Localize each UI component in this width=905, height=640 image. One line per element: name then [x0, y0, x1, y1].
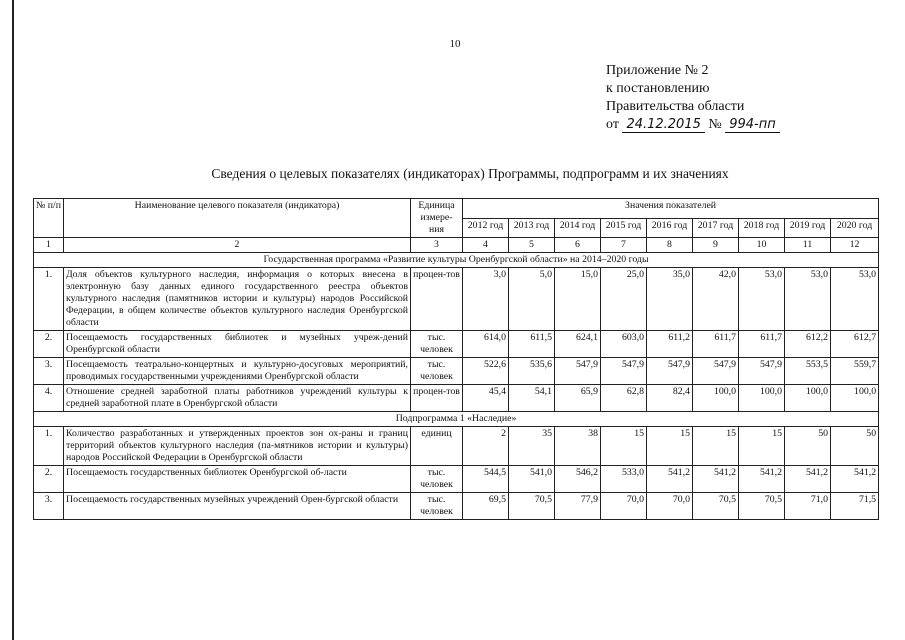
value-cell: 611,2	[647, 331, 693, 358]
indicator-name: Посещаемость государственных музейных учреждений Орен-бургской области	[64, 493, 411, 520]
value-cell: 547,9	[739, 358, 785, 385]
value-cell: 612,7	[831, 331, 879, 358]
value-cell: 553,5	[785, 358, 831, 385]
value-cell: 541,2	[739, 466, 785, 493]
date-prefix: от	[606, 117, 619, 132]
header-year: 2012 год	[463, 218, 509, 238]
row-number: 1.	[34, 427, 64, 466]
column-number: 6	[555, 238, 601, 253]
value-cell: 15	[739, 427, 785, 466]
column-number: 11	[785, 238, 831, 253]
value-cell: 82,4	[647, 385, 693, 412]
column-number: 7	[601, 238, 647, 253]
value-cell: 25,0	[601, 268, 647, 331]
row-number: 3.	[34, 493, 64, 520]
value-cell: 611,7	[693, 331, 739, 358]
value-cell: 544,5	[463, 466, 509, 493]
value-cell: 611,5	[509, 331, 555, 358]
value-cell: 69,5	[463, 493, 509, 520]
value-cell: 541,2	[647, 466, 693, 493]
value-cell: 70,5	[693, 493, 739, 520]
appendix-line-1: Приложение № 2	[606, 63, 709, 78]
value-cell: 15,0	[555, 268, 601, 331]
value-cell: 522,6	[463, 358, 509, 385]
header-year: 2014 год	[555, 218, 601, 238]
number-prefix: №	[708, 117, 722, 132]
value-cell: 38	[555, 427, 601, 466]
indicator-name: Отношение средней заработной платы работников учреждений культуры к средней заработной плате в Оренбургской области	[64, 385, 411, 412]
value-cell: 15	[647, 427, 693, 466]
value-cell: 65,9	[555, 385, 601, 412]
value-cell: 77,9	[555, 493, 601, 520]
appendix-date-line	[606, 116, 866, 134]
value-cell: 603,0	[601, 331, 647, 358]
section-title: Подпрограмма 1 «Наследие»	[34, 412, 879, 427]
indicators-table	[33, 198, 879, 520]
value-cell: 547,9	[601, 358, 647, 385]
table-body	[34, 253, 879, 520]
value-cell: 547,9	[647, 358, 693, 385]
row-number: 3.	[34, 358, 64, 385]
value-cell: 100,0	[831, 385, 879, 412]
value-cell: 611,7	[739, 331, 785, 358]
value-cell: 614,0	[463, 331, 509, 358]
value-cell: 35	[509, 427, 555, 466]
value-cell: 53,0	[785, 268, 831, 331]
value-cell: 547,9	[693, 358, 739, 385]
header-year: 2013 год	[509, 218, 555, 238]
value-cell: 541,2	[785, 466, 831, 493]
section-row	[34, 412, 879, 427]
handwritten-date: 24.12.2015	[622, 117, 704, 133]
value-cell: 50	[831, 427, 879, 466]
unit-cell: тыс. человек	[411, 358, 463, 385]
column-number: 5	[509, 238, 555, 253]
table-row	[34, 427, 879, 466]
table-row	[34, 358, 879, 385]
indicator-name: Посещаемость государственных библиотек и музейных учреж-дений Оренбургской области	[64, 331, 411, 358]
value-cell: 70,5	[509, 493, 555, 520]
value-cell: 70,0	[601, 493, 647, 520]
binding-edge-line	[12, 0, 14, 640]
value-cell: 71,0	[785, 493, 831, 520]
value-cell: 547,9	[555, 358, 601, 385]
value-cell: 70,5	[739, 493, 785, 520]
value-cell: 535,6	[509, 358, 555, 385]
value-cell: 42,0	[693, 268, 739, 331]
unit-cell: единиц	[411, 427, 463, 466]
value-cell: 559,7	[831, 358, 879, 385]
column-number: 3	[411, 238, 463, 253]
handwritten-number: 994-пп	[725, 117, 780, 133]
value-cell: 3,0	[463, 268, 509, 331]
value-cell: 624,1	[555, 331, 601, 358]
indicator-name: Посещаемость государственных библиотек Оренбургской об-ласти	[64, 466, 411, 493]
row-number: 1.	[34, 268, 64, 331]
section-title: Государственная программа «Развитие культуры Оренбургской области» на 2014–2020 годы	[34, 253, 879, 268]
header-name: Наименование целевого показателя (индикатора)	[64, 199, 411, 238]
header-year: 2019 год	[785, 218, 831, 238]
column-number: 1	[34, 238, 64, 253]
column-number: 12	[831, 238, 879, 253]
unit-cell: процен-тов	[411, 385, 463, 412]
value-cell: 612,2	[785, 331, 831, 358]
appendix-line-3: Правительства области	[606, 99, 745, 114]
header-year: 2015 год	[601, 218, 647, 238]
row-number: 2.	[34, 331, 64, 358]
unit-cell: тыс. человек	[411, 331, 463, 358]
value-cell: 541,2	[693, 466, 739, 493]
indicator-name: Посещаемость театрально-концертных и культурно-досуговых мероприятий, проводимых государственными учреждениями Оренбургской области	[64, 358, 411, 385]
value-cell: 54,1	[509, 385, 555, 412]
header-year: 2016 год	[647, 218, 693, 238]
appendix-block	[606, 62, 866, 134]
value-cell: 45,4	[463, 385, 509, 412]
row-number: 2.	[34, 466, 64, 493]
header-num: № п/п	[34, 199, 64, 238]
document-title: Сведения о целевых показателях (индикаторах) Программы, подпрограмм и их значениях	[211, 166, 729, 181]
value-cell: 35,0	[647, 268, 693, 331]
value-cell: 541,2	[831, 466, 879, 493]
value-cell: 50	[785, 427, 831, 466]
unit-cell: процен-тов	[411, 268, 463, 331]
value-cell: 53,0	[831, 268, 879, 331]
value-cell: 546,2	[555, 466, 601, 493]
column-number: 2	[64, 238, 411, 253]
table-row	[34, 493, 879, 520]
table-row	[34, 331, 879, 358]
value-cell: 62,8	[601, 385, 647, 412]
table-row	[34, 268, 879, 331]
value-cell: 15	[601, 427, 647, 466]
value-cell: 100,0	[785, 385, 831, 412]
indicator-name: Доля объектов культурного наследия, информация о которых внесена в электронную базу данных единого государственного реестра объектов культурного наследия (памятников истории и культуры) народов Российской Федерации, в общем количестве объектов культурного наследия Оренбургской области	[64, 268, 411, 331]
page-number: 10	[449, 38, 461, 50]
column-number: 8	[647, 238, 693, 253]
column-number: 4	[463, 238, 509, 253]
column-number: 9	[693, 238, 739, 253]
value-cell: 71,5	[831, 493, 879, 520]
header-year: 2017 год	[693, 218, 739, 238]
header-unit: Единица измере-ния	[411, 199, 463, 238]
column-number-row	[34, 238, 879, 253]
section-row	[34, 253, 879, 268]
value-cell: 53,0	[739, 268, 785, 331]
header-row-1	[34, 199, 879, 219]
value-cell: 541,0	[509, 466, 555, 493]
header-values: Значения показателей	[463, 199, 879, 219]
value-cell: 100,0	[693, 385, 739, 412]
header-year: 2020 год	[831, 218, 879, 238]
unit-cell: тыс. человек	[411, 466, 463, 493]
unit-cell: тыс. человек	[411, 493, 463, 520]
row-number: 4.	[34, 385, 64, 412]
header-year: 2018 год	[739, 218, 785, 238]
appendix-line-2: к постановлению	[606, 81, 710, 96]
value-cell: 70,0	[647, 493, 693, 520]
value-cell: 2	[463, 427, 509, 466]
value-cell: 100,0	[739, 385, 785, 412]
table-row	[34, 385, 879, 412]
value-cell: 5,0	[509, 268, 555, 331]
table-row	[34, 466, 879, 493]
value-cell: 15	[693, 427, 739, 466]
value-cell: 533,0	[601, 466, 647, 493]
column-number: 10	[739, 238, 785, 253]
indicator-name: Количество разработанных и утвержденных проектов зон ох-раны и границ территорий объектов культурного наследия (па-мятников истории и культуры) народов Российской Федерации в Оренбургской области	[64, 427, 411, 466]
